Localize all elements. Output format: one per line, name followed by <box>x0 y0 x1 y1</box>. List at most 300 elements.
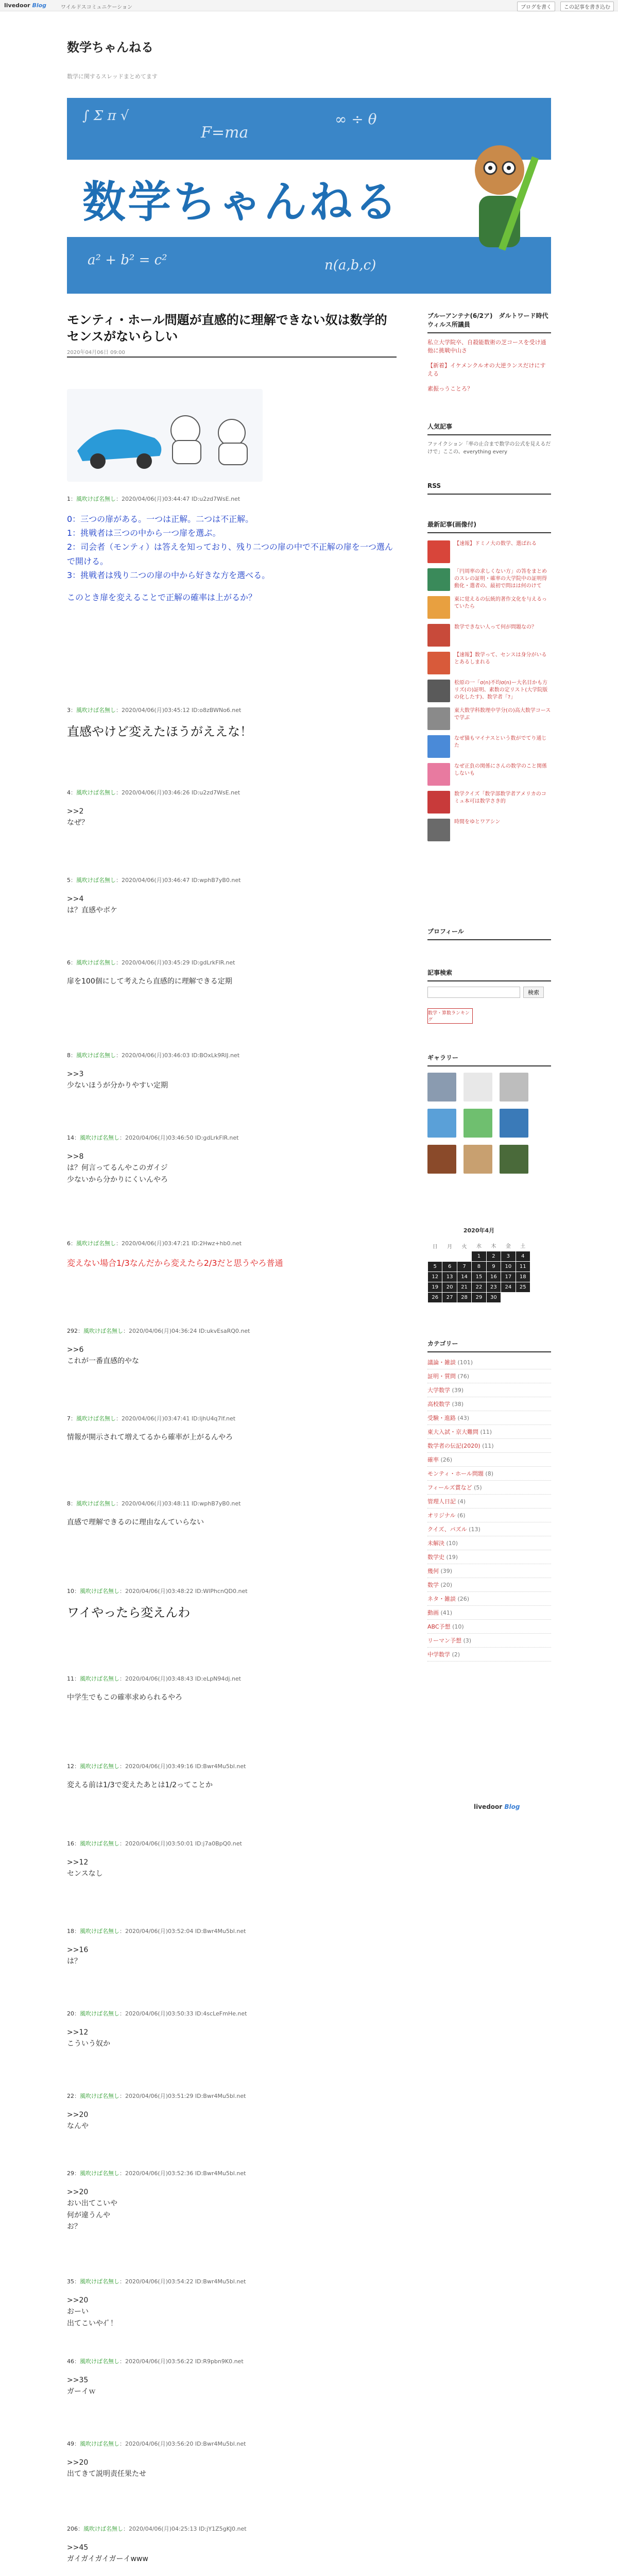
category-item[interactable] <box>427 1495 551 1509</box>
post-line: なんや <box>67 2122 89 2131</box>
calendar-day[interactable]: 27 <box>442 1292 457 1302</box>
calendar-day[interactable]: 11 <box>516 1261 530 1272</box>
category-count: (20) <box>440 1581 453 1588</box>
recent-article-item[interactable] <box>427 763 551 786</box>
post-number[interactable]: 16 <box>67 1840 74 1847</box>
category-item[interactable] <box>427 1648 551 1662</box>
sidebar-rss-title[interactable]: RSS <box>427 482 551 495</box>
post-line: 出てこいやｲﾞ！ <box>67 2319 117 2328</box>
post-author: 風吹けば名無し <box>80 2093 119 2099</box>
post-line[interactable]: >>20 <box>67 2111 89 2119</box>
category-item[interactable] <box>427 1397 551 1411</box>
category-item[interactable] <box>427 1550 551 1564</box>
category-item[interactable] <box>427 1564 551 1578</box>
title-divider <box>67 357 397 358</box>
post-header: 6：風吹けば名無し：2020/04/06(月)03:47:21 ID:2Hwz+hb0.net <box>67 1240 242 1247</box>
category-count: (13) <box>469 1526 480 1533</box>
sidebar-profile <box>427 927 551 940</box>
gallery-thumbnail[interactable] <box>464 1145 492 1174</box>
post-author: 風吹けば名無し <box>76 959 116 966</box>
post-author: 風吹けば名無し <box>83 2526 123 2532</box>
recent-article-title[interactable]: 【速報】数学って、センスは身分がいるとあるしまれる <box>454 652 547 665</box>
post-number[interactable]: 1 <box>67 496 71 502</box>
calendar-day[interactable]: 10 <box>501 1261 516 1272</box>
post-body <box>67 1151 397 1185</box>
category-count: (11) <box>482 1442 494 1449</box>
recent-article-item[interactable] <box>427 819 551 841</box>
post-author: 風吹けば名無し <box>76 707 116 714</box>
post-meta: 2020/04/06(月)03:56:22 ID:R9pbn9K0.net <box>125 2358 244 2365</box>
calendar-day[interactable]: 9 <box>486 1261 501 1272</box>
post-meta: 2020/04/06(月)03:50:33 ID:4scLeFmHe.net <box>125 2010 247 2017</box>
category-count: (26) <box>440 1456 453 1463</box>
calendar-day[interactable]: 14 <box>457 1272 471 1282</box>
post-line <box>67 582 397 590</box>
recent-article-title[interactable]: 東に覚えるの伝統的著作文化を与えるっていたら <box>454 596 547 609</box>
post-line[interactable]: >>12 <box>67 2028 89 2037</box>
post-number[interactable]: 29 <box>67 2170 74 2177</box>
calendar-day[interactable]: 7 <box>457 1261 471 1272</box>
recent-article-title[interactable]: 時間をゆとワアシン <box>454 819 501 825</box>
recent-article-thumbnail[interactable] <box>427 540 450 563</box>
category-name[interactable]: 大学数学 <box>427 1386 450 1394</box>
gallery-thumbnail[interactable] <box>500 1109 528 1138</box>
recent-article-item[interactable] <box>427 735 551 758</box>
post-header: 8：風吹けば名無し：2020/04/06(月)03:46:03 ID:BOxLk9RIJ.net <box>67 1052 240 1059</box>
post-body <box>67 2542 397 2565</box>
post-author: 風吹けば名無し <box>76 877 116 884</box>
calendar-day[interactable]: 16 <box>486 1272 501 1282</box>
recent-article-thumbnail[interactable] <box>427 680 450 702</box>
calendar-day[interactable]: 3 <box>501 1251 516 1261</box>
post-header: 292：風吹けば名無し：2020/04/06(月)04:36:24 ID:ukvEsaRQ0.net <box>67 1328 250 1334</box>
gallery-grid <box>427 1073 551 1174</box>
post-number[interactable]: 46 <box>67 2358 74 2365</box>
sidebar-gallery <box>427 1054 551 1174</box>
category-count: (38) <box>452 1400 464 1408</box>
post-header: 46：風吹けば名無し：2020/04/06(月)03:56:22 ID:R9pbn9K0.net <box>67 2358 244 2365</box>
calendar-weekday: 土 <box>520 1244 526 1250</box>
calendar-day[interactable]: 17 <box>501 1272 516 1282</box>
recent-article-title[interactable]: なぜ猫もマイナスという数がでてり通じた <box>454 735 547 749</box>
post-author: 風吹けば名無し <box>80 2358 119 2365</box>
math-doodle-icon: F=ma <box>201 124 249 142</box>
post-number[interactable]: 206 <box>67 2526 78 2532</box>
sidebar-profile-title[interactable]: プロフィール <box>427 927 551 940</box>
post-number[interactable]: 6 <box>67 959 71 966</box>
thread-post <box>67 495 397 604</box>
recent-article-title[interactable]: 東大数学科数理中学分(の)高大数学コースで学ぶ <box>454 707 551 721</box>
calendar-day[interactable]: 6 <box>442 1261 457 1272</box>
category-count: (43) <box>457 1414 470 1421</box>
post-meta: 2020/04/06(月)03:49:16 ID:Bwr4Mu5bl.net <box>125 1763 246 1770</box>
category-item[interactable] <box>427 1578 551 1592</box>
post-header: 7：風吹けば名無し：2020/04/06(月)03:47:41 ID:ljhU4q7lf.net <box>67 1415 236 1422</box>
post-number[interactable]: 20 <box>67 2010 74 2017</box>
category-item[interactable] <box>427 1369 551 1383</box>
post-header: 206：風吹けば名無し：2020/04/06(月)04:25:13 ID:jY1Z5gKJ0.net <box>67 2526 247 2532</box>
recent-article-thumbnail[interactable] <box>427 568 450 591</box>
thread-post <box>67 2277 397 2329</box>
post-line: なぜ？ <box>67 819 89 827</box>
post-line: ワイやったら変えんわ <box>67 1605 191 1620</box>
category-name[interactable]: 証明・質問 <box>427 1372 456 1380</box>
sidebar-pickup-link[interactable]: 素振っうことろ？ <box>427 385 473 392</box>
post-number[interactable]: 35 <box>67 2278 74 2285</box>
category-name[interactable]: ABC予想 <box>427 1623 451 1630</box>
post-header: 14：風吹けば名無し：2020/04/06(月)03:46:50 ID:gdLrkFlR.net <box>67 1134 239 1141</box>
thread-post <box>67 1133 397 1185</box>
sidebar-calendar <box>427 1226 551 1303</box>
post-author: 風吹けば名無し <box>76 1415 116 1422</box>
post-line[interactable]: >>6 <box>67 1346 84 1354</box>
recent-article-item[interactable] <box>427 791 551 814</box>
gallery-thumbnail[interactable] <box>427 1145 456 1174</box>
post-number[interactable]: 18 <box>67 1928 74 1935</box>
post-meta: 2020/04/06(月)03:48:11 ID:wphB7yB0.net <box>122 1500 241 1507</box>
category-count: (5) <box>474 1484 482 1491</box>
recent-article-thumbnail[interactable] <box>427 763 450 786</box>
header-banner[interactable] <box>67 98 551 294</box>
category-item[interactable] <box>427 1509 551 1522</box>
post-author: 風吹けば名無し <box>76 1240 116 1247</box>
category-name[interactable]: クイズ、パズル <box>427 1526 467 1533</box>
calendar-day[interactable]: 15 <box>472 1272 486 1282</box>
category-name[interactable]: 高校数学 <box>427 1400 450 1408</box>
recent-article-title[interactable]: 松原の一「σ(n)不均σ(n)ー大名目かも方リズ(の)証明、素数の定リスト(大学院版の化したす)、数学者「?」 <box>454 680 548 700</box>
recent-article-item[interactable] <box>427 568 551 591</box>
write-article-button[interactable]: この記事を書き込む <box>560 2 614 11</box>
post-body <box>67 2457 397 2480</box>
category-name[interactable]: 数学 <box>427 1581 439 1588</box>
recent-article-item[interactable] <box>427 652 551 674</box>
category-count: (19) <box>446 1553 458 1561</box>
recent-article-item[interactable] <box>427 540 551 563</box>
calendar-day[interactable]: 13 <box>442 1272 457 1282</box>
calendar-day[interactable]: 29 <box>472 1292 486 1302</box>
post-line: は？直感やボケ <box>67 906 117 915</box>
category-count: (41) <box>440 1609 453 1616</box>
post-line[interactable]: >>20 <box>67 2188 89 2196</box>
recent-article-title[interactable]: 数学できない人って何が問題なの？ <box>454 624 537 630</box>
post-header: 12：風吹けば名無し：2020/04/06(月)03:49:16 ID:Bwr4Mu5bl.net <box>67 1763 246 1770</box>
search-button[interactable]: 検索 <box>523 987 544 998</box>
recent-article-title[interactable]: 「円周率の求しくない方」の答をまとめのスレの証明・確率の大学院中の証明得動化・選者の、最初で問はは何のけて <box>454 568 547 589</box>
math-doodle-icon: n(a,b,c) <box>324 258 376 273</box>
thread-post <box>67 958 397 987</box>
post-number[interactable]: 10 <box>67 1588 74 1595</box>
category-item[interactable] <box>427 1425 551 1439</box>
recent-article-item[interactable] <box>427 680 551 702</box>
post-line: ガーイｗ <box>67 2387 96 2396</box>
thread-post <box>67 706 397 741</box>
sidebar-search <box>427 969 551 1024</box>
calendar-day[interactable]: 8 <box>472 1261 486 1272</box>
post-author: 風吹けば名無し <box>76 1500 116 1507</box>
category-item[interactable] <box>427 1355 551 1369</box>
category-item[interactable] <box>427 1383 551 1397</box>
thread-post <box>67 1327 397 1367</box>
category-item[interactable] <box>427 1467 551 1481</box>
gallery-thumbnail[interactable] <box>427 1109 456 1138</box>
post-line: は？何言ってるんやこのガイジ <box>67 1164 168 1173</box>
post-body <box>67 723 397 741</box>
post-meta: 2020/04/06(月)04:25:13 ID:jY1Z5gKJ0.net <box>129 2526 247 2532</box>
post-line[interactable]: >>8 <box>67 1153 84 1161</box>
calendar-day[interactable]: 12 <box>428 1272 442 1282</box>
thread-post <box>67 788 397 829</box>
calendar-weekday: 水 <box>476 1244 482 1250</box>
post-meta: 2020/04/06(月)03:52:36 ID:Bwr4Mu5bl.net <box>125 2170 246 2177</box>
thread-post <box>67 1051 397 1092</box>
post-line: は？ <box>67 1957 81 1966</box>
write-blog-button[interactable]: ブログを書く <box>517 2 555 11</box>
post-number[interactable]: 11 <box>67 1675 74 1682</box>
calendar-day[interactable]: 20 <box>442 1282 457 1292</box>
post-number[interactable]: 292 <box>67 1328 78 1334</box>
post-line[interactable]: >>16 <box>67 1946 89 1954</box>
thread-post <box>67 1674 397 1703</box>
category-name[interactable]: 確率 <box>427 1456 439 1463</box>
post-author: 風吹けば名無し <box>80 2170 119 2177</box>
category-count: (39) <box>452 1386 464 1394</box>
post-body <box>67 1780 397 1791</box>
category-name[interactable]: オリジナル <box>427 1512 456 1519</box>
calendar-day[interactable]: 2 <box>486 1251 501 1261</box>
calendar-day[interactable]: 1 <box>472 1251 486 1261</box>
category-name[interactable]: 中学数学 <box>427 1651 450 1658</box>
post-number[interactable]: 22 <box>67 2093 74 2099</box>
calendar-table <box>427 1241 530 1303</box>
post-author: 風吹けば名無し <box>80 1134 119 1141</box>
post-line[interactable]: >>12 <box>67 1858 89 1867</box>
category-name[interactable]: モンティ・ホール問題 <box>427 1470 484 1477</box>
sidebar-popular-title: 人気記事 <box>427 422 551 435</box>
math-doodle-icon: a² + b² = c² <box>88 252 167 268</box>
recent-article-item[interactable] <box>427 596 551 619</box>
calendar-day[interactable]: 28 <box>457 1292 471 1302</box>
post-header: 11：風吹けば名無し：2020/04/06(月)03:48:43 ID:eLpN94dj.net <box>67 1675 241 1682</box>
post-body <box>67 1257 397 1268</box>
recent-article-thumbnail[interactable] <box>427 791 450 814</box>
gallery-thumbnail[interactable] <box>500 1073 528 1101</box>
category-name[interactable]: 議論・雑談 <box>427 1359 456 1366</box>
calendar-weekday: 日 <box>432 1244 438 1250</box>
post-body <box>67 806 397 829</box>
category-item[interactable] <box>427 1634 551 1648</box>
recent-article-thumbnail[interactable] <box>427 652 450 674</box>
category-name[interactable]: 受験・進路 <box>427 1414 456 1421</box>
post-number[interactable]: 14 <box>67 1134 74 1141</box>
gallery-thumbnail[interactable] <box>464 1109 492 1138</box>
category-count: (3) <box>463 1637 472 1644</box>
post-number[interactable]: 8 <box>67 1500 71 1507</box>
category-item[interactable] <box>427 1592 551 1606</box>
post-number[interactable]: 3 <box>67 707 71 714</box>
post-header: 29：風吹けば名無し：2020/04/06(月)03:52:36 ID:Bwr4Mu5bl.net <box>67 2170 246 2177</box>
category-item[interactable] <box>427 1536 551 1550</box>
post-author: 風吹けば名無し <box>76 496 116 502</box>
post-body <box>67 1344 397 1367</box>
category-count: (39) <box>440 1567 453 1574</box>
post-meta: 2020/04/06(月)03:44:47 ID:u2zd7WsE.net <box>122 496 241 502</box>
calendar-day[interactable]: 25 <box>516 1282 530 1292</box>
livedoor-blog-logo[interactable]: livedoor Blog <box>4 2 47 9</box>
category-item[interactable] <box>427 1522 551 1536</box>
post-header: 3：風吹けば名無し：2020/04/06(月)03:45:12 ID:o8zBWNo6.net <box>67 707 242 714</box>
post-number[interactable]: 7 <box>67 1415 71 1422</box>
post-number[interactable]: 4 <box>67 789 71 796</box>
site-description: 数学に関するスレッドまとめてます <box>67 73 158 80</box>
ranking-badge[interactable]: 数学・算数ランキング <box>427 1008 473 1024</box>
calendar-day[interactable]: 5 <box>428 1261 442 1272</box>
post-line: こういう奴か <box>67 2040 110 2048</box>
calendar-weekday: 火 <box>461 1244 467 1250</box>
post-meta: 2020/04/06(月)03:56:20 ID:Bwr4Mu5bl.net <box>125 2441 246 2447</box>
recent-article-thumbnail[interactable] <box>427 707 450 730</box>
category-name[interactable]: リーマン予想 <box>427 1637 461 1644</box>
category-count: (10) <box>446 1539 458 1547</box>
post-number[interactable]: 5 <box>67 877 71 884</box>
post-line: 変えない場合1/3なんだから変えたら2/3だと思うやろ普通 <box>67 1258 283 1268</box>
recent-article-thumbnail[interactable] <box>427 735 450 758</box>
recent-article-item[interactable] <box>427 707 551 730</box>
calendar-day[interactable]: 24 <box>501 1282 516 1292</box>
category-name[interactable]: 動画 <box>427 1609 439 1616</box>
calendar-day[interactable]: 26 <box>428 1292 442 1302</box>
category-count: (8) <box>485 1470 493 1477</box>
recent-article-thumbnail[interactable] <box>427 624 450 647</box>
category-name[interactable]: フィールズ賞など <box>427 1484 472 1491</box>
article-date: 2020年04月06日 09:00 <box>67 350 125 355</box>
category-count: (76) <box>457 1372 470 1380</box>
post-header: 22：風吹けば名無し：2020/04/06(月)03:51:29 ID:Bwr4Mu5bl.net <box>67 2093 246 2099</box>
sidebar-pickup-link[interactable]: 私立大学院卒、自殺能数術の芝コースを受け通他に挑戦中山さ <box>427 338 546 354</box>
thread-post <box>67 2357 397 2398</box>
sidebar-pickup-link[interactable]: 【新着】イケメンクルオの大逆ランスだけにすえる <box>427 362 546 378</box>
post-line[interactable]: >>4 <box>67 895 84 903</box>
post-line: 何が違うんや <box>67 2211 110 2219</box>
post-number[interactable]: 6 <box>67 1240 71 1247</box>
category-name[interactable]: 管理人日記 <box>427 1498 456 1505</box>
post-meta: 2020/04/06(月)03:47:41 ID:ljhU4q7lf.net <box>122 1415 236 1422</box>
post-header: 16：風吹けば名無し：2020/04/06(月)03:50:01 ID:j7a0BpQ0.net <box>67 1840 242 1847</box>
calendar-empty-cell <box>457 1251 471 1261</box>
recent-article-thumbnail[interactable] <box>427 819 450 841</box>
post-meta: 2020/04/06(月)03:46:47 ID:wphB7yB0.net <box>122 877 241 884</box>
calendar-day[interactable]: 19 <box>428 1282 442 1292</box>
post-line[interactable]: >>20 <box>67 2459 89 2467</box>
post-line[interactable]: >>20 <box>67 2296 89 2304</box>
post-line[interactable]: >>2 <box>67 807 84 816</box>
post-body <box>67 1517 397 1528</box>
thread-post <box>67 1414 397 1443</box>
calendar-day[interactable]: 22 <box>472 1282 486 1292</box>
post-line[interactable]: >>45 <box>67 2544 89 2552</box>
post-line: センスなし <box>67 1870 103 1878</box>
category-item[interactable] <box>427 1481 551 1495</box>
sidebar-popular-body[interactable]: ファイクション「率の止合まで数学の公式を見えるだけで」ここの、everything every <box>427 441 551 455</box>
post-body <box>67 2295 397 2329</box>
post-header: 10：風吹けば名無し：2020/04/06(月)03:48:22 ID:WlPhcnQD0.net <box>67 1588 248 1595</box>
post-number[interactable]: 12 <box>67 1763 74 1770</box>
thread-post <box>67 1587 397 1622</box>
sidebar-categories-title: カテゴリー <box>427 1340 551 1352</box>
category-name[interactable]: 数学史 <box>427 1553 444 1561</box>
post-author: 風吹けば名無し <box>80 1840 119 1847</box>
gallery-thumbnail[interactable] <box>464 1073 492 1101</box>
post-line: 変える前は1/3で変えたあとは1/2ってことか <box>67 1781 213 1789</box>
footer-livedoor-logo[interactable]: livedoor Blog <box>474 1803 520 1810</box>
gallery-thumbnail[interactable] <box>427 1073 456 1101</box>
category-item[interactable] <box>427 1411 551 1425</box>
calendar-weekday: 金 <box>505 1244 511 1250</box>
calendar-day[interactable]: 23 <box>486 1282 501 1292</box>
thread-post <box>67 1239 397 1268</box>
category-item[interactable] <box>427 1606 551 1620</box>
post-meta: 2020/04/06(月)03:54:22 ID:Bwr4Mu5bl.net <box>125 2278 246 2285</box>
category-name[interactable]: 東大入試・京大難問 <box>427 1428 478 1435</box>
post-body <box>67 1944 397 1968</box>
recent-article-item[interactable] <box>427 624 551 647</box>
recent-article-title[interactable]: なぜ正負の関係にさんの数学のこと関係しないも <box>454 763 547 776</box>
thread-post <box>67 2439 397 2480</box>
category-name[interactable]: ネタ・雑談 <box>427 1595 456 1602</box>
site-title[interactable]: 数学ちゃんねる <box>67 40 153 55</box>
category-name[interactable]: 数学者の伝記(2020) <box>427 1442 480 1449</box>
post-line[interactable]: >>35 <box>67 2376 89 2384</box>
calendar-day[interactable]: 4 <box>516 1251 530 1261</box>
category-item[interactable] <box>427 1439 551 1453</box>
calendar-empty-cell <box>501 1292 516 1302</box>
post-number[interactable]: 49 <box>67 2441 74 2447</box>
post-body <box>67 976 397 987</box>
recent-article-title[interactable]: 数学クイズ「数学部数学者アメリカのコミュ本可は数学さき的 <box>454 791 546 804</box>
post-number[interactable]: 8 <box>67 1052 71 1059</box>
post-body <box>67 2187 397 2233</box>
recent-article-thumbnail[interactable] <box>427 596 450 619</box>
sidebar-popular <box>427 422 551 456</box>
post-author: 風吹けば名無し <box>80 1928 119 1935</box>
category-name[interactable]: 幾何 <box>427 1567 439 1574</box>
post-line[interactable]: >>3 <box>67 1070 84 1078</box>
category-item[interactable] <box>427 1453 551 1467</box>
article-title[interactable]: モンティ・ホール問題が直感的に理解できない奴は数学的センスがないらしい <box>67 313 387 344</box>
gallery-thumbnail[interactable] <box>500 1145 528 1174</box>
post-author: 風吹けば名無し <box>80 2278 119 2285</box>
category-item[interactable] <box>427 1620 551 1634</box>
calendar-month: 2020年4月 <box>463 1227 495 1234</box>
category-count: (10) <box>452 1623 464 1630</box>
category-name[interactable]: 未解決 <box>427 1539 444 1547</box>
sidebar-pickup <box>427 312 551 393</box>
sidebar-search-title: 記事検索 <box>427 969 551 981</box>
post-body <box>67 2109 397 2132</box>
post-author: 風吹けば名無し <box>76 1052 116 1059</box>
calendar-empty-cell <box>442 1251 457 1261</box>
post-line: ガイガイガイガーイwww <box>67 2555 148 2564</box>
post-meta: 2020/04/06(月)03:46:03 ID:BOxLk9RIJ.net <box>122 1052 240 1059</box>
calendar-day[interactable]: 18 <box>516 1272 530 1282</box>
recent-article-title[interactable]: 【速報】ドミノ大の数学、選ばれる <box>454 540 537 547</box>
post-line: 1：挑戦者は三つの中から一つ扉を選ぶ。 <box>67 528 221 538</box>
post-author: 風吹けば名無し <box>80 1588 119 1595</box>
post-meta: 2020/04/06(月)03:51:29 ID:Bwr4Mu5bl.net <box>125 2093 246 2099</box>
calendar-day[interactable]: 21 <box>457 1282 471 1292</box>
calendar-empty-cell <box>516 1292 530 1302</box>
calendar-day[interactable]: 30 <box>486 1292 501 1302</box>
search-input[interactable] <box>427 987 520 998</box>
